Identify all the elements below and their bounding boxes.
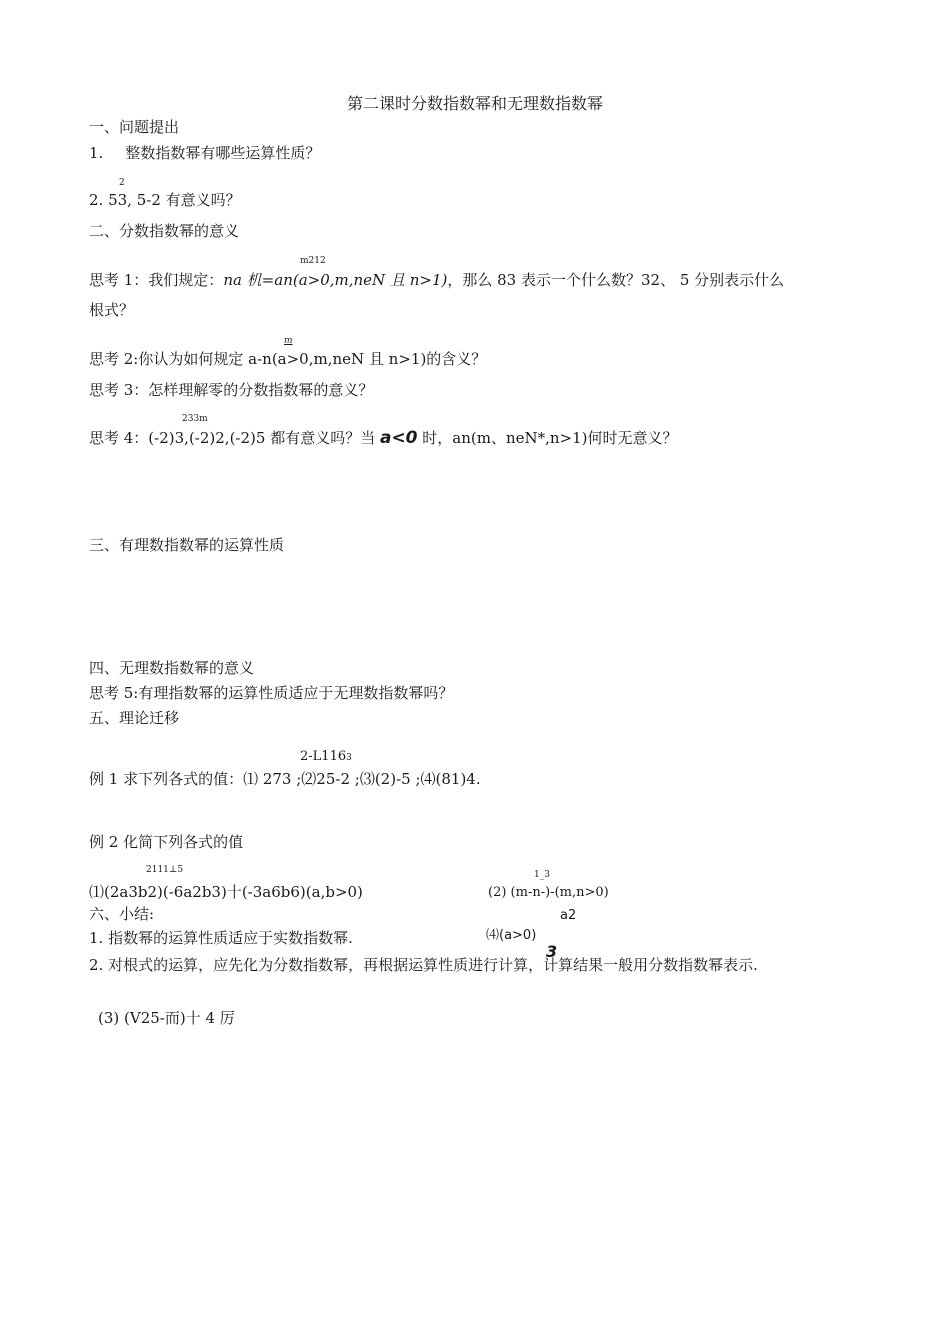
section-6-heading: 六、小结: bbox=[89, 905, 155, 923]
example-1-superscript bbox=[300, 750, 352, 765]
section-5-heading: 五、理论迁移 bbox=[89, 709, 180, 727]
think-4-condition: a<0 bbox=[379, 428, 418, 448]
example-1-superscript-main: 2-L116 bbox=[300, 749, 347, 764]
example-2-superscript: 2111⊥5 bbox=[146, 865, 184, 875]
question-2-superscript: 2 bbox=[119, 178, 125, 188]
example-2-part-4: ⑷(a>0) bbox=[486, 928, 537, 943]
question-1-number: 1. bbox=[89, 144, 104, 162]
example-2-part-3-clipped: (3) (V25-而)十 4 厉 bbox=[98, 1009, 235, 1027]
think-1-continuation: 根式？ bbox=[89, 301, 135, 319]
think-2 bbox=[89, 349, 486, 369]
example-2-part-2-superscript: 1_3 bbox=[534, 870, 550, 880]
example-2-part-4-digit: 3 bbox=[546, 942, 558, 961]
think-1-question: ，那么 83 表示一个什么数？32、 5 分别表示什么 bbox=[447, 271, 785, 289]
summary-1: 1. 指数幂的运算性质适应于实数指数幂. bbox=[89, 929, 353, 947]
think-5: 思考 5:有理指数幂的运算性质适应于无理数指数幂吗？ bbox=[89, 684, 454, 702]
example-2-heading: 例 2 化简下列各式的值 bbox=[89, 833, 244, 851]
think-1-superscript: m212 bbox=[300, 256, 326, 266]
think-2-formula: a-n(a>0,m,neN 且 n>1)的含义？ bbox=[248, 350, 487, 368]
section-1-heading: 一、问题提出 bbox=[89, 118, 180, 136]
think-1-prefix: 思考 1：我们规定： bbox=[89, 271, 224, 289]
section-2-heading: 二、分数指数幂的意义 bbox=[89, 222, 240, 240]
think-4 bbox=[89, 428, 678, 448]
question-1 bbox=[89, 143, 320, 163]
question-2: 2. 53, 5-2 有意义吗？ bbox=[89, 191, 241, 209]
summary-2: 2. 对根式的运算，应先化为分数指数幂，再根据运算性质进行计算，计算结果一般用分数指数幂表示. bbox=[89, 956, 758, 974]
think-1-formula: na 机=an(a>0,m,neN 且 n>1) bbox=[223, 271, 448, 289]
example-2-part-1: ⑴(2a3b2)(-6a2b3)十(-3a6b6)(a,b>0) bbox=[89, 883, 363, 901]
example-1-superscript-sub: 3 bbox=[346, 753, 352, 763]
think-3: 思考 3：怎样理解零的分数指数幂的意义？ bbox=[89, 381, 374, 399]
example-2-part-2-clipped: (2) (m-n-)-(m,n>0) bbox=[488, 885, 609, 900]
think-4-question: 时，an(m、neN*,n>1)何时无意义？ bbox=[417, 429, 678, 447]
section-3-heading: 三、有理数指数幂的运算性质 bbox=[89, 536, 285, 554]
question-1-text: 整数指数幂有哪些运算性质？ bbox=[125, 144, 321, 162]
think-2-prefix: 思考 2:你认为如何规定 bbox=[89, 350, 249, 368]
page-title: 第二课时分数指数幂和无理数指数幂 bbox=[346, 94, 603, 113]
think-1 bbox=[89, 270, 784, 290]
think-2-superscript: m bbox=[284, 336, 293, 346]
example-1: 例 1 求下列各式的值：⑴ 273 ;⑵25-2 ;⑶(2)-5 ;⑷(81)4. bbox=[89, 770, 481, 788]
section-4-heading: 四、无理数指数幂的意义 bbox=[89, 659, 255, 677]
example-2-part-4-a2: a2 bbox=[560, 908, 577, 923]
think-4-superscript: 233m bbox=[182, 414, 208, 424]
think-4-prefix: 思考 4：(-2)3,(-2)2,(-2)5 都有意义吗？当 bbox=[89, 429, 380, 447]
